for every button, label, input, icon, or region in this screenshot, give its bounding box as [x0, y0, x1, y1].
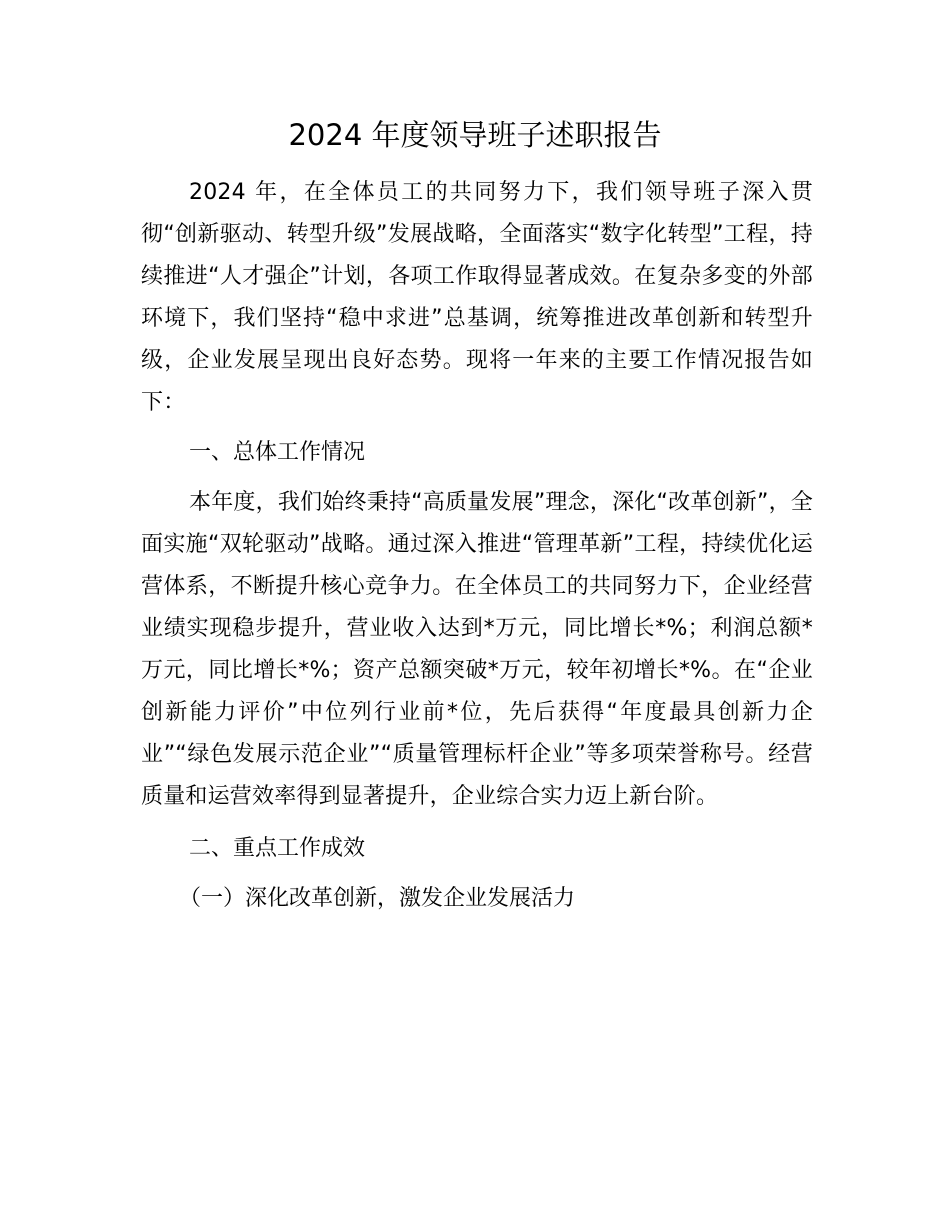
overall-paragraph: 本年度，我们始终秉持“高质量发展”理念，深化“改革创新”，全面实施“双轮驱动”战略。通过深入推进“管理革新”工程，持续优化运营体系，不断提升核心竞争力。在全体员工的共同努力下，企业经营业绩实现稳步提升，营业收入达到*万元，同比增长*%；利润总额*万元，同比增长*%；资产总额突破*万元，较年初增长*%。在“企业创新能力评价”中位列行业前*位，先后获得“年度最具创新力企业”“绿色发展示范企业”“质量管理标杆企业”等多项荣誉称号。经营质量和运营效率得到显著提升，企业综合实力迈上新台阶。: [141, 490, 813, 809]
section-heading-key-results: 二、重点工作成效: [189, 836, 366, 861]
document-body: [141, 172, 813, 920]
document-title: 2024 年度领导班子述职报告: [288, 118, 662, 152]
intro-paragraph: 2024 年，在全体员工的共同努力下，我们领导班子深入贯彻“创新驱动、转型升级”发展战略，全面落实“数字化转型”工程，持续推进“人才强企”计划，各项工作取得显著成效。在复杂多变的外部环境下，我们坚持“稳中求进”总基调，统筹推进改革创新和转型升级，企业发展呈现出良好态势。现将一年来的主要工作情况报告如下：: [141, 180, 813, 415]
subsection-heading-reform: （一）深化改革创新，激发企业发展活力: [179, 886, 576, 911]
section-heading-overall: 一、总体工作情况: [189, 440, 366, 465]
